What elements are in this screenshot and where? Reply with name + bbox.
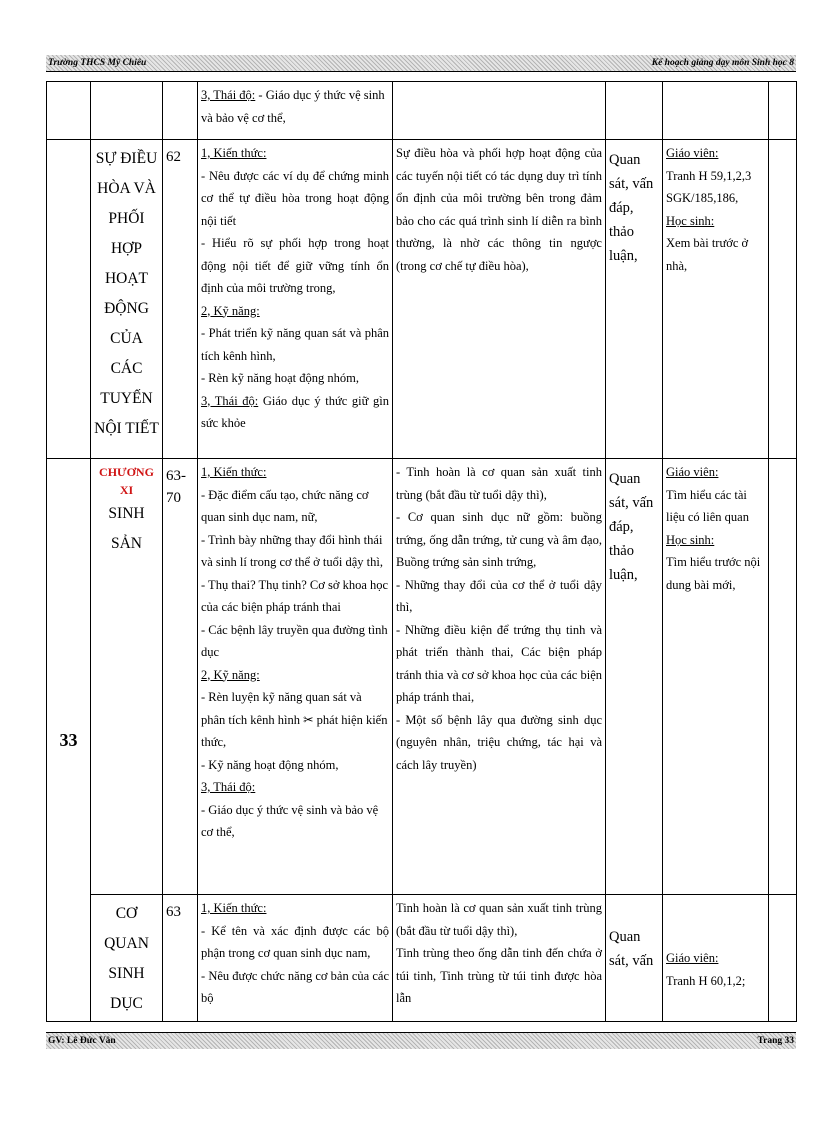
period-number: 63 <box>163 895 198 1022</box>
knowledge-label: 1, Kiến thức: <box>201 901 267 915</box>
table-row <box>47 459 797 895</box>
preparation-cell <box>663 459 769 895</box>
knowledge-label: 1, Kiến thức: <box>201 465 267 479</box>
knowledge-item: - Các bệnh lây truyền qua đường tình dục <box>201 622 388 659</box>
teacher-label: Giáo viên: <box>666 465 719 479</box>
knowledge-item: - Nêu được các ví dụ để chứng minh cơ thể tự điều hòa trong hoạt động nội tiết <box>201 168 389 228</box>
note-cell <box>769 82 797 140</box>
teacher-label: Giáo viên: <box>666 146 719 160</box>
teacher-text: Tranh H 59,1,2,3 SGK/185,186, <box>666 168 752 205</box>
knowledge-item: - Nêu được chức năng cơ bản của các bộ <box>201 968 389 1005</box>
period-number: 62 <box>163 140 198 459</box>
skill-item: - Rèn kỹ năng hoạt động nhóm, <box>201 371 359 385</box>
note-cell <box>769 140 797 459</box>
content-item: Tinh trùng theo ống dẫn tinh đến chứa ở túi tinh, Tinh trùng từ túi tinh được hòa lẫn <box>396 946 602 1005</box>
content-item: - Tinh hoàn là cơ quan sản xuất tinh trùng (bắt đầu từ tuổi dậy thì), <box>396 465 602 502</box>
week-number: 33 <box>47 459 91 1022</box>
teacher-text: Tranh H 60,1,2; <box>666 973 746 988</box>
skill-label: 2, Kỹ năng: <box>201 667 260 682</box>
week-cell <box>47 140 91 459</box>
lesson-title: CƠ QUAN SINH DỤC <box>91 895 163 1022</box>
content-item: - Những thay đổi của cơ thể ở tuổi dậy thì, <box>396 577 602 614</box>
period-cell <box>163 82 198 140</box>
page-number: Trang 33 <box>757 1036 794 1046</box>
lesson-title: SỰ ĐIỀU HÒA VÀ PHỐI HỢP HOẠT ĐỘNG CỦA CÁC TUYẾN NỘI TIẾT <box>91 140 163 459</box>
skill-label: 2, Kỹ năng: <box>201 303 260 318</box>
preparation-cell <box>663 895 769 1022</box>
knowledge-item: - Trình bày những thay đổi hình thái và sinh lí trong cơ thể ở tuổi dậy thì, <box>201 532 383 569</box>
document-title: Kế hoạch giảng dạy môn Sinh học 8 <box>651 58 794 68</box>
knowledge-item: - Thụ thai? Thụ tinh? Cơ sở khoa học của các biện pháp tránh thai <box>201 577 389 614</box>
content-item: - Những điều kiện để trứng thụ tinh và phát triển thành thai, Các biện pháp tránh thia và cơ sở khoa học của các biện pháp tránh thai, <box>396 622 602 704</box>
teacher-text: Tìm hiểu các tài liệu có liên quan <box>666 487 749 524</box>
skill-item: - Kỹ năng hoạt động nhóm, <box>201 757 339 772</box>
school-name: Trường THCS Mỹ Chiêu <box>48 58 147 68</box>
attitude-label: 3, Thái độ: <box>201 393 259 408</box>
content-item: - Một số bệnh lây qua đường sinh dục (nguyên nhân, triệu chứng, tác hại và cách lây truyền) <box>396 712 602 772</box>
method-cell <box>606 82 663 140</box>
knowledge-label: 1, Kiến thức: <box>201 146 267 160</box>
objectives-cell <box>198 140 393 459</box>
student-label: Học sinh: <box>666 213 715 228</box>
knowledge-item: - Đặc điểm cấu tạo, chức năng cơ quan sinh dục nam, nữ, <box>201 487 369 524</box>
attitude-text: - Giáo dục ý thức vệ sinh và bảo vệ cơ thể, <box>201 802 379 839</box>
content-item: - Cơ quan sinh dục nữ gồm: buồng trứng, ống dẫn trứng, tử cung và âm đạo, Buồng trứng sản sinh trứng, <box>396 510 602 569</box>
knowledge-item: - Kể tên và xác định được các bộ phận trong cơ quan sinh dục nam, <box>201 923 389 960</box>
period-number: 63-70 <box>163 459 198 895</box>
lesson-cell <box>91 82 163 140</box>
lesson-cell <box>91 459 163 895</box>
page-header <box>46 55 796 72</box>
content-item: Tinh hoàn là cơ quan sản xuất tinh trùng (bắt đầu từ tuổi dậy thì), <box>396 901 602 938</box>
note-cell <box>769 459 797 895</box>
objectives-cell <box>198 895 393 1022</box>
content-cell <box>393 82 606 140</box>
method-text: Quan sát, vấn <box>606 895 663 1022</box>
student-label: Học sinh: <box>666 532 715 547</box>
knowledge-item: - Hiểu rõ sự phối hợp trong hoạt động nội tiết để giữ vững tính ổn định của môi trường trong, <box>201 236 389 295</box>
preparation-cell <box>663 82 769 140</box>
attitude-label: 3, Thái độ: <box>201 88 256 102</box>
skill-item: - Phát triển kỹ năng quan sát và phân tích kênh hình, <box>201 326 389 363</box>
student-text: Tìm hiểu trước nội dung bài mới, <box>666 555 761 592</box>
note-cell <box>769 895 797 1022</box>
attitude-text: - Giáo dục ý thức vệ sinh và bảo vệ cơ thể, <box>201 88 385 125</box>
week-cell <box>47 82 91 140</box>
chapter-label: CHƯƠNG XI <box>99 465 154 497</box>
objectives-cell <box>198 459 393 895</box>
teacher-label: Giáo viên: <box>666 951 719 965</box>
content-text: Sự điều hòa và phối hợp hoạt động của các tuyến nội tiết có tác dụng duy trì tính ổn định của môi trường bên trong đảm bảo cho các quá trình sinh lí diễn ra bình thường, là nhờ các thông tin ngược (trong cơ chế tự điều hòa), <box>393 140 606 459</box>
method-text: Quan sát, vấn đáp, thảo luận, <box>606 140 663 459</box>
skill-item: - Rèn luyện kỹ năng quan sát và phân tích kênh hình ✂ phát hiện kiến thức, <box>201 690 388 749</box>
method-text: Quan sát, vấn đáp, thảo luận, <box>606 459 663 895</box>
content-cell <box>393 895 606 1022</box>
table-row <box>47 895 797 1022</box>
content-cell <box>393 459 606 895</box>
lesson-title: SINH SẢN <box>108 505 145 552</box>
table-row <box>47 82 797 140</box>
attitude-label: 3, Thái độ: <box>201 780 256 794</box>
attitude-text: Giáo dục ý thức giữ gìn sức khỏe <box>201 393 389 430</box>
preparation-cell <box>663 140 769 459</box>
table-row <box>47 140 797 459</box>
teacher-name: GV: Lê Đức Vân <box>48 1036 116 1046</box>
student-text: Xem bài trước ở nhà, <box>666 236 749 273</box>
objectives-cell <box>198 82 393 140</box>
lesson-plan-table <box>46 81 797 1022</box>
page-footer <box>46 1032 796 1049</box>
